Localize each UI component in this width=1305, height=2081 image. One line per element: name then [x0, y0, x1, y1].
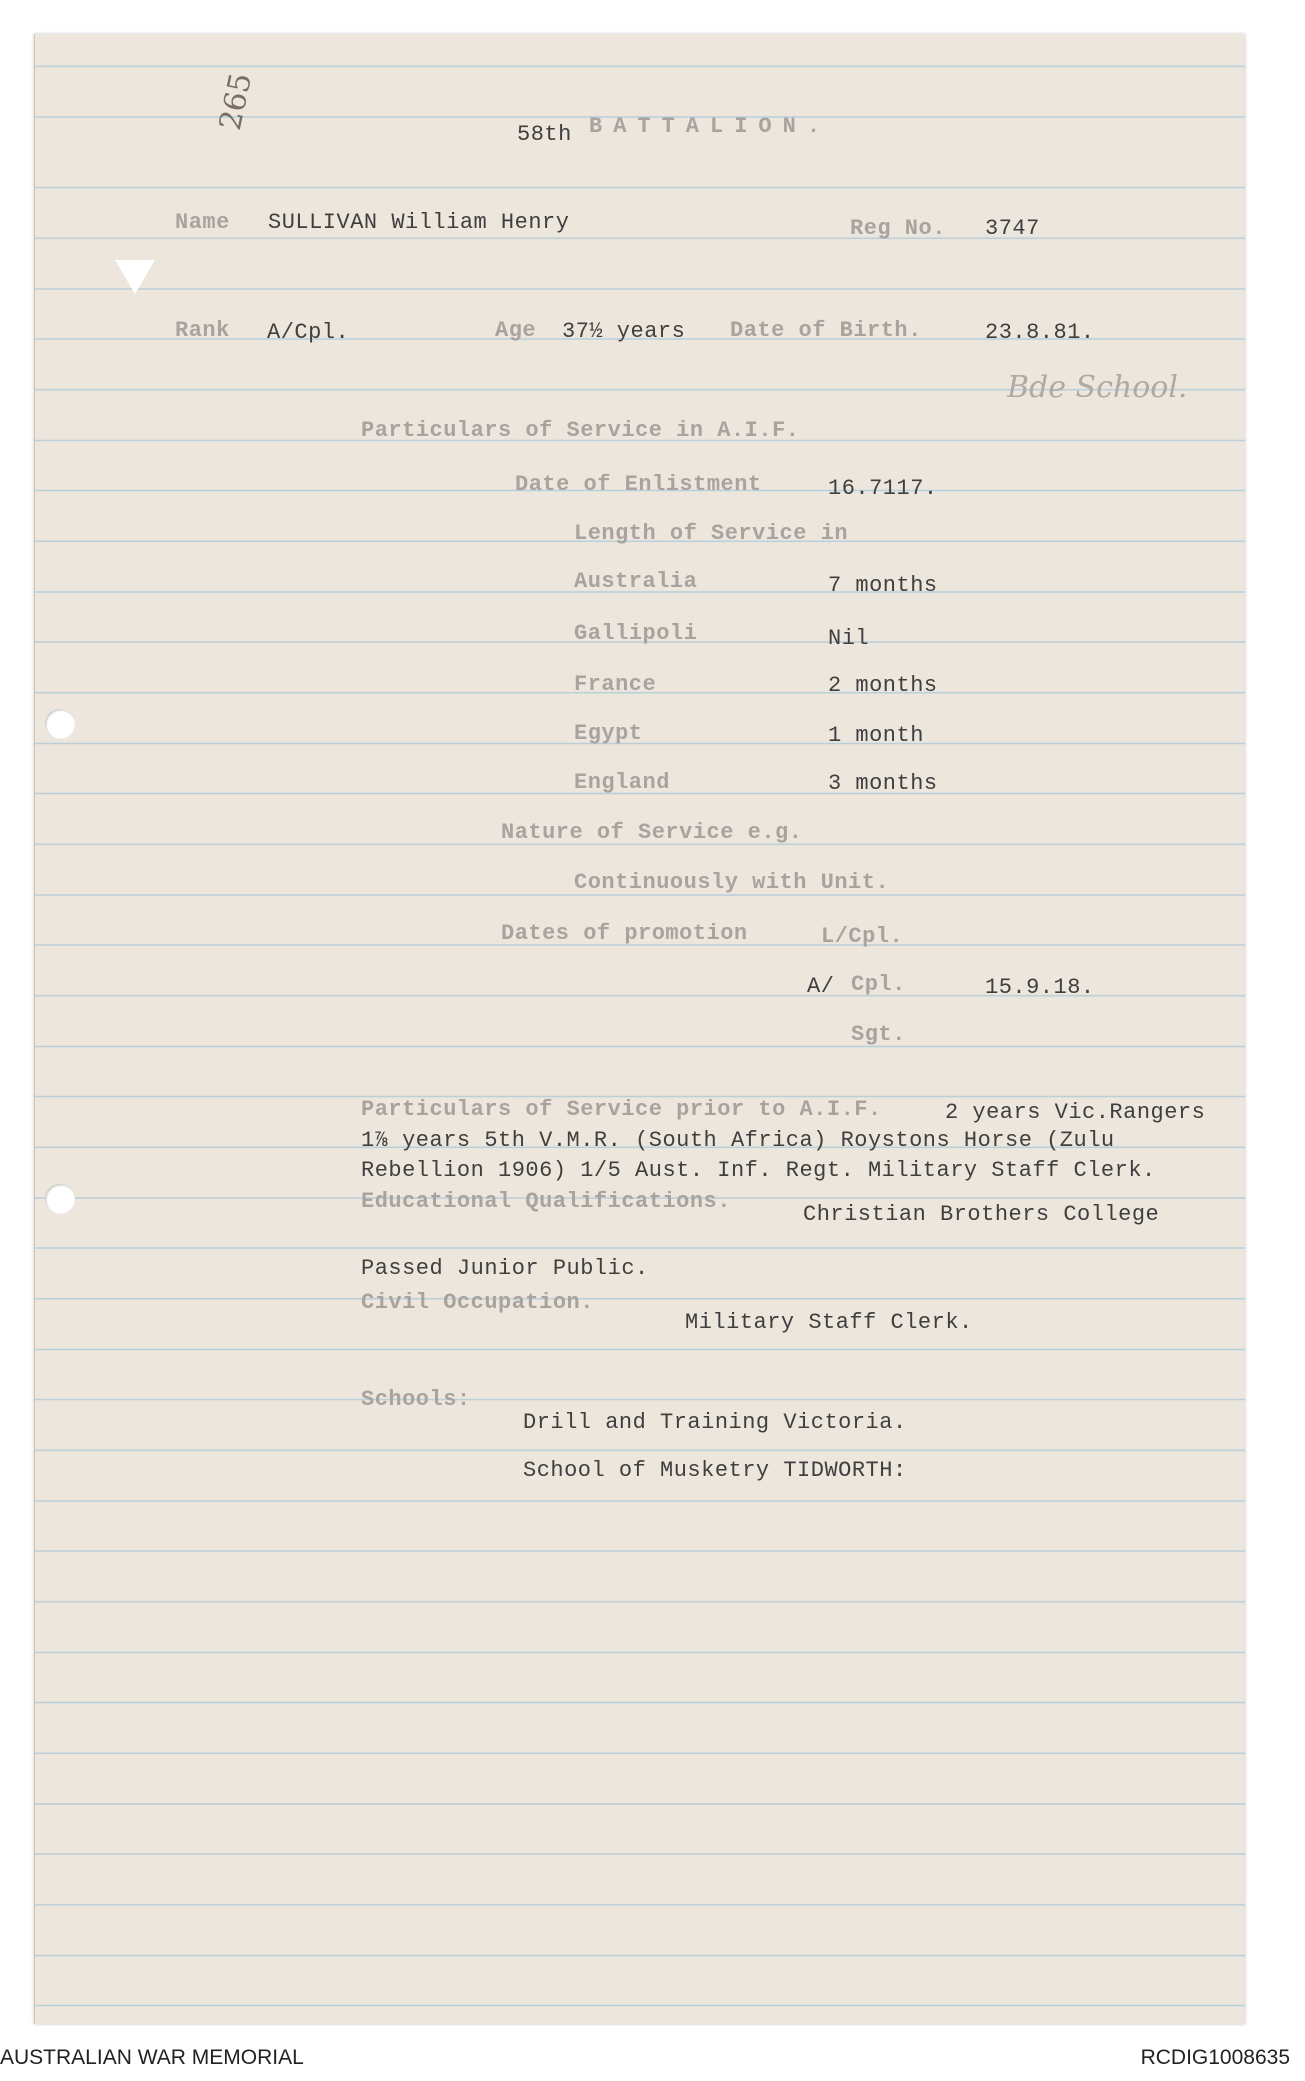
acpl-label: Cpl. [851, 972, 906, 997]
acpl-date: 15.9.18. [985, 975, 1095, 1000]
handwritten-annotation: Bde School. [1007, 370, 1188, 405]
service-place: France [574, 672, 657, 697]
school-entry: School of Musketry TIDWORTH: [523, 1458, 907, 1483]
education-value: Christian Brothers College [803, 1202, 1160, 1227]
particulars-heading: Particulars of Service in A.I.F. [361, 418, 800, 443]
nature-of-service-label: Nature of Service e.g. [501, 820, 803, 845]
rank-label: Rank [175, 318, 230, 343]
battalion-prefix: 58th [517, 122, 572, 147]
torn-corner-mark [115, 260, 155, 294]
enlistment-value: 16.7117. [828, 476, 938, 501]
schools-label: Schools: [361, 1387, 471, 1412]
service-duration: Nil [828, 626, 870, 651]
page-number: 265 [213, 69, 260, 134]
prior-service-line: 2 years Vic.Rangers [945, 1100, 1206, 1125]
dob-value: 23.8.81. [985, 320, 1095, 345]
prior-service-label: Particulars of Service prior to A.I.F. [361, 1097, 882, 1122]
service-duration: 3 months [828, 771, 938, 796]
service-duration: 7 months [828, 573, 938, 598]
name-label: Name [175, 210, 230, 235]
service-duration: 2 months [828, 673, 938, 698]
lcpl-label: L/Cpl. [821, 924, 904, 949]
service-place: Australia [574, 569, 698, 594]
rank-value: A/Cpl. [267, 320, 350, 345]
service-place: Gallipoli [574, 621, 698, 646]
footer-institution: AUSTRALIAN WAR MEMORIAL [0, 2046, 304, 2069]
service-duration: 1 month [828, 723, 924, 748]
service-place: England [574, 770, 670, 795]
service-place: Egypt [574, 721, 643, 746]
punch-hole-bottom [45, 1184, 75, 1214]
prior-service-line: 1⅞ years 5th V.M.R. (South Africa) Roystons Horse (Zulu [361, 1128, 1115, 1153]
education-value-2: Passed Junior Public. [361, 1256, 649, 1281]
civil-occupation-value: Military Staff Clerk. [685, 1310, 973, 1335]
acpl-prefix: A/ [807, 974, 835, 999]
sgt-label: Sgt. [851, 1022, 906, 1047]
battalion-title: BATTALION. [589, 114, 832, 139]
continuously-label: Continuously with Unit. [574, 870, 890, 895]
length-of-service-label: Length of Service in [574, 521, 849, 546]
name-value: SULLIVAN William Henry [268, 210, 570, 235]
age-value: 37½ years [562, 319, 686, 344]
prior-service-line: Rebellion 1906) 1/5 Aust. Inf. Regt. Military Staff Clerk. [361, 1158, 1156, 1183]
education-label: Educational Qualifications. [361, 1189, 731, 1214]
reg-no-label: Reg No. [850, 216, 946, 241]
dob-label: Date of Birth. [730, 318, 922, 343]
footer-catalogue-id: RCDIG1008635 [1140, 2046, 1290, 2069]
age-label: Age [495, 318, 537, 343]
enlistment-label: Date of Enlistment [515, 472, 762, 497]
promotion-label: Dates of promotion [501, 921, 748, 946]
reg-no-value: 3747 [985, 216, 1040, 241]
civil-occupation-label: Civil Occupation. [361, 1290, 594, 1315]
record-sheet [34, 34, 1245, 2024]
school-entry: Drill and Training Victoria. [523, 1410, 907, 1435]
punch-hole-top [45, 709, 75, 739]
